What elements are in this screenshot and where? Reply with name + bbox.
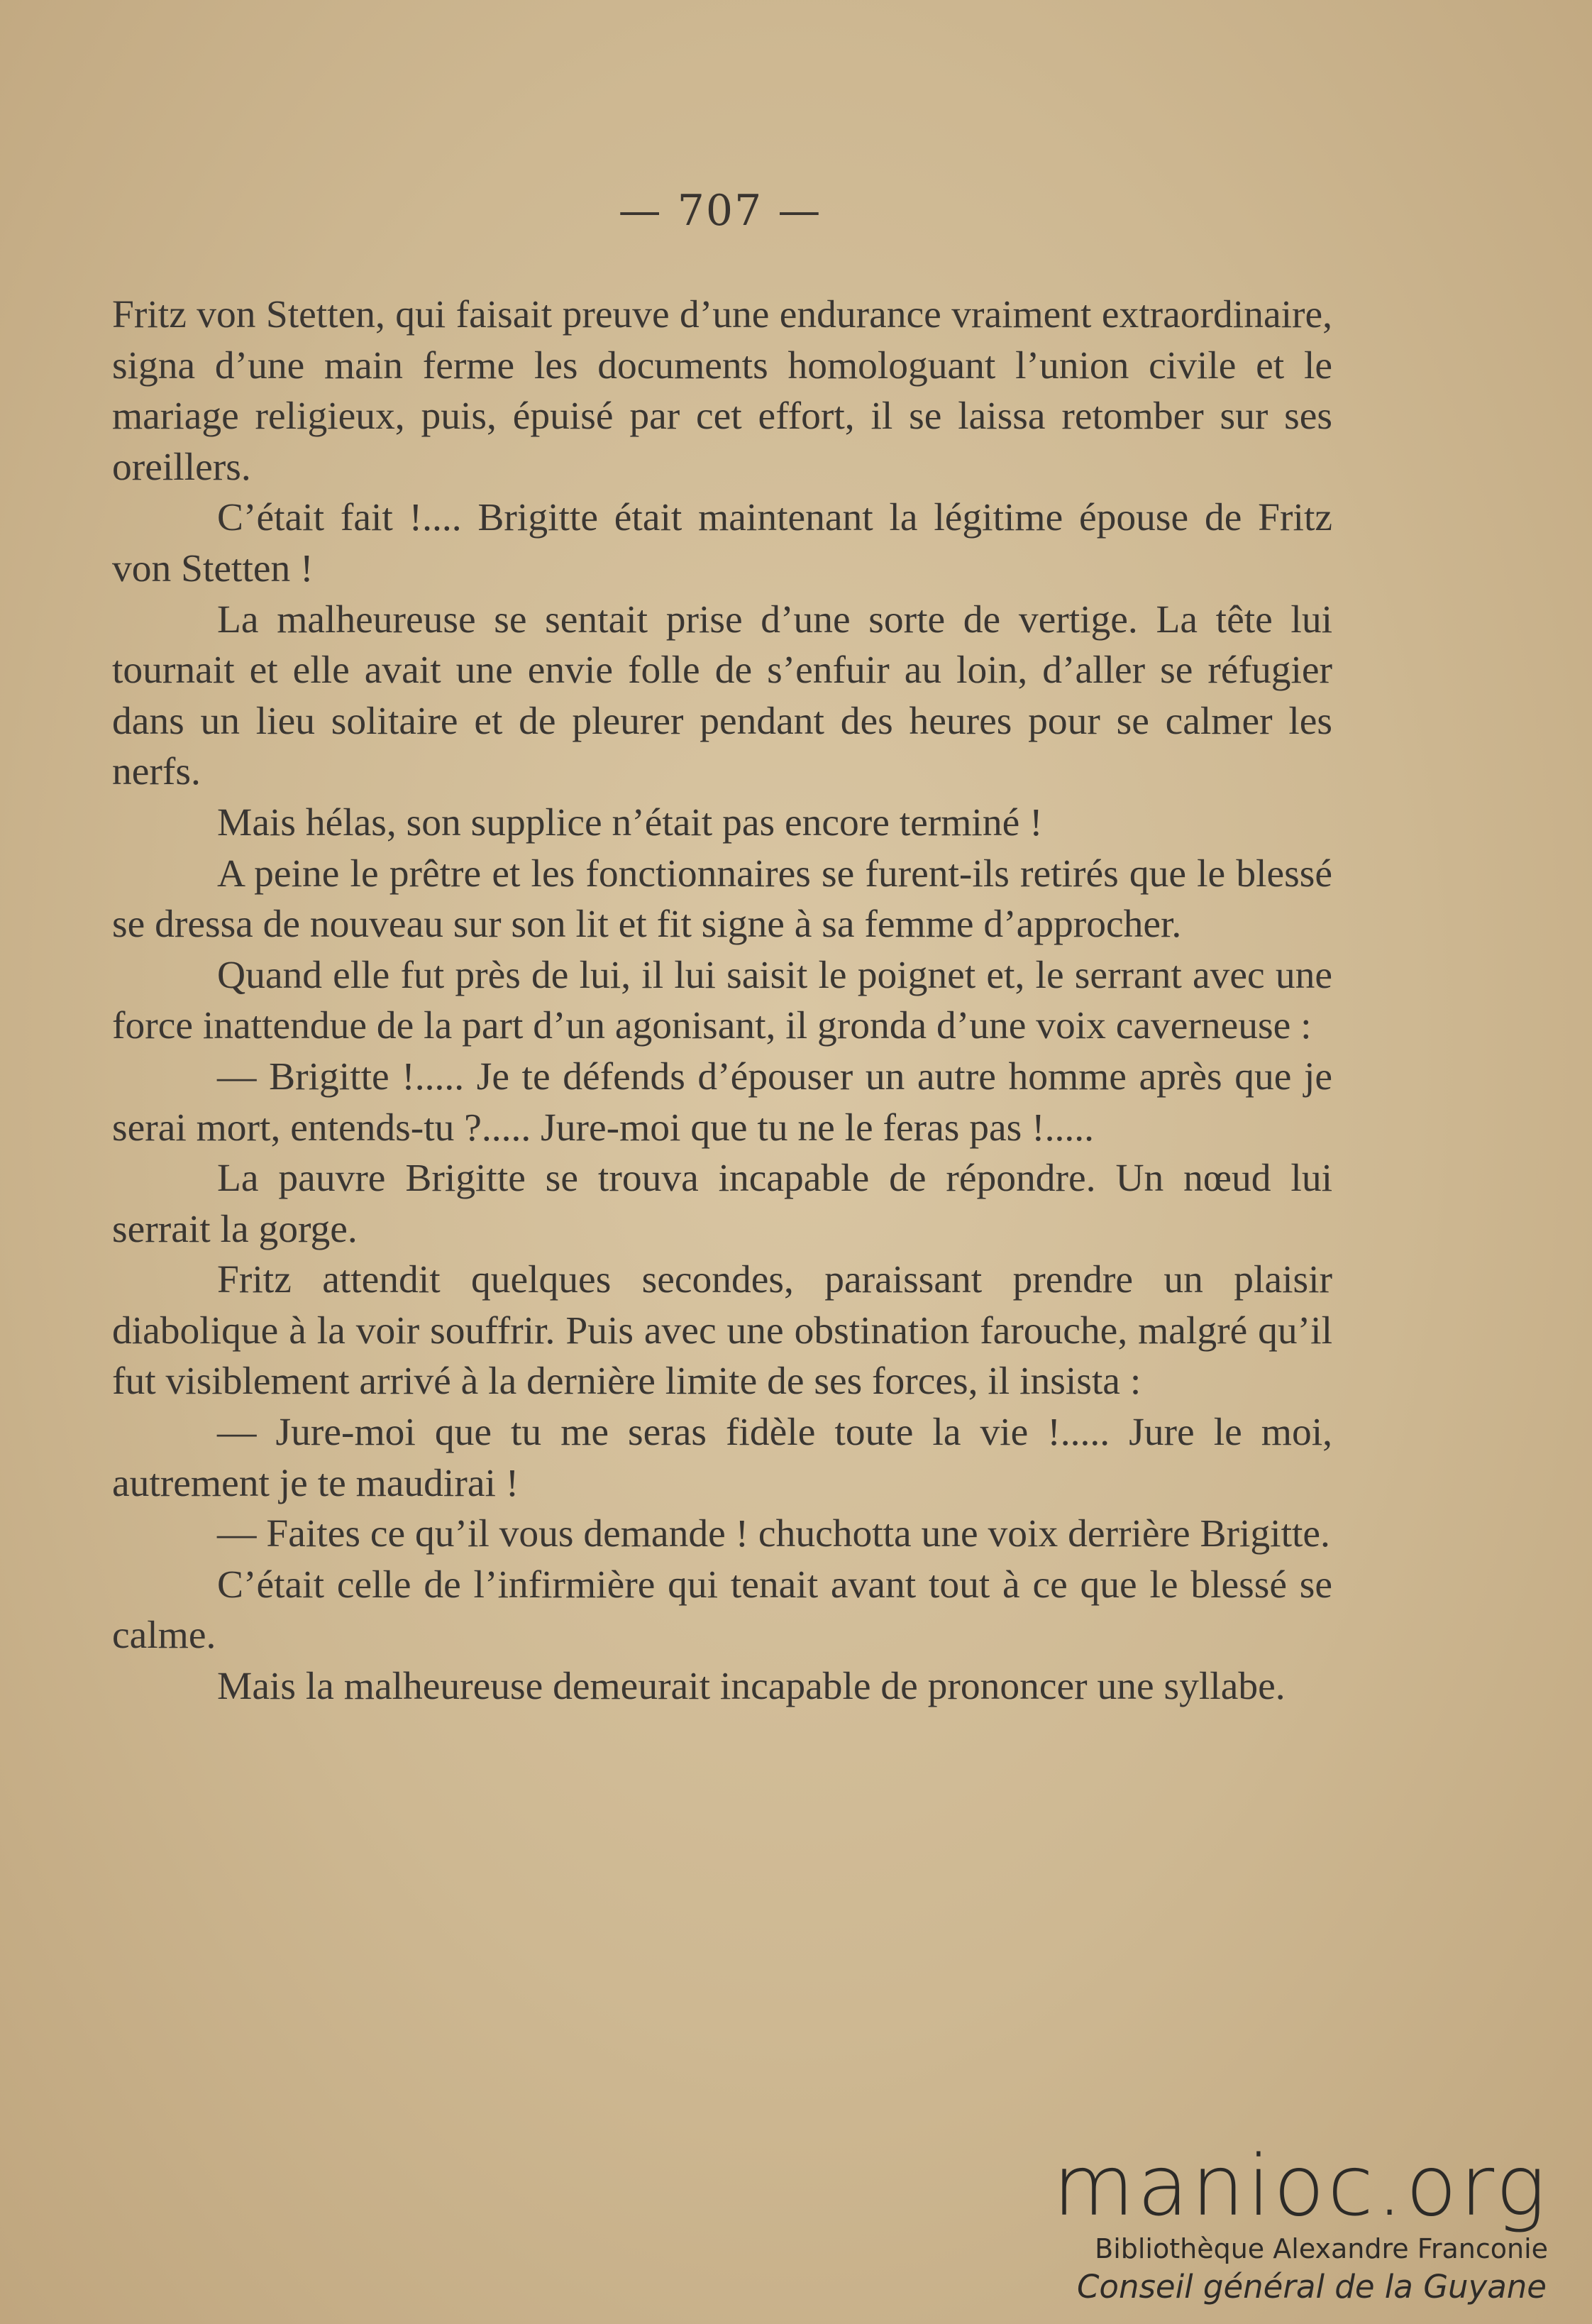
body-text bbox=[112, 290, 1332, 1712]
paragraph-8: La pauvre Brigitte se trouva incapable de répondre. Un nœud lui serrait la gorge. bbox=[112, 1157, 1332, 1251]
paragraph-11: — Faites ce qu’il vous demande ! chuchotta une voix derrière Brigitte. bbox=[217, 1512, 1330, 1556]
paragraph-6: Quand elle fut près de lui, il lui saisit le poignet et, le serrant avec une force inattendue de la part d’un agonisant, il gronda d’une voix caverneuse : bbox=[112, 953, 1332, 1048]
manioc-logo: manioc.org bbox=[1053, 2137, 1549, 2235]
paragraph-12: C’était celle de l’infirmière qui tenait avant tout à ce que le blessé se calme. bbox=[112, 1563, 1332, 1658]
paragraph-9: Fritz attendit quelques secondes, paraissant prendre un plaisir diabolique à la voir souffrir. Puis avec une obstination farouche, malgré qu’il fut visiblement arrivé à la dernière limite de ses forces, il insista : bbox=[112, 1258, 1332, 1404]
paragraph-10: — Jure-moi que tu me seras fidèle toute la vie !..... Jure le moi, autrement je te maudirai ! bbox=[112, 1411, 1332, 1505]
page-number: — 707 — bbox=[618, 186, 822, 236]
council-name: Conseil général de la Guyane bbox=[1077, 2268, 1547, 2306]
paragraph-7: — Brigitte !..... Je te défends d’épouser un autre homme après que je serai mort, entends-tu ?..... Jure-moi que tu ne le feras pas !..... bbox=[112, 1054, 1332, 1150]
manioc-watermark bbox=[1053, 2137, 1549, 2308]
paragraph-5: A peine le prêtre et les fonctionnaires se furent-ils retirés que le blessé se dressa de nouveau sur son lit et fit signe à sa femme d’approcher. bbox=[112, 852, 1332, 947]
library-name: Bibliothèque Alexandre Franconie bbox=[1095, 2233, 1548, 2264]
paragraph-4: Mais hélas, son supplice n’était pas encore terminé ! bbox=[217, 800, 1043, 844]
paragraph-3: La malheureuse se sentait prise d’une sorte de vertige. La tête lui tournait et elle avait une envie folle de s’enfuir au loin, d’aller se réfugier dans un lieu solitaire et de pleurer pendant des heures pour se calmer les nerfs. bbox=[112, 597, 1332, 794]
paragraph-13: Mais la malheureuse demeurait incapable de prononcer une syllabe. bbox=[217, 1665, 1286, 1709]
paragraph-1: Fritz von Stetten, qui faisait preuve d’une endurance vraiment extraordinaire, signa d’une main ferme les documents homologuant l’union civile et le mariage religieux, puis, épuisé par cet effort, il se laissa retomber sur ses oreillers. bbox=[112, 293, 1332, 489]
paragraph-2: C’était fait !.... Brigitte était maintenant la légitime épouse de Fritz von Stetten ! bbox=[112, 496, 1332, 590]
